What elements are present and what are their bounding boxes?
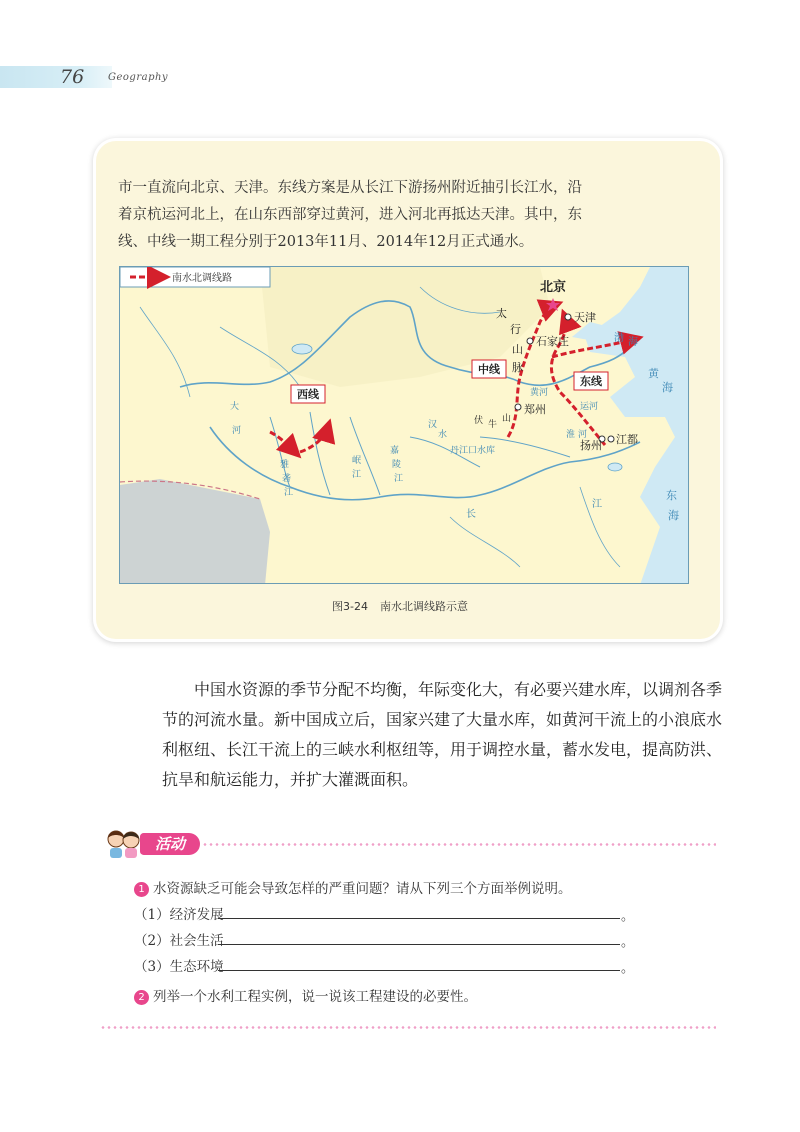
taihang-char: 行 xyxy=(510,323,521,336)
han-char: 汉 xyxy=(428,420,438,430)
huai-char: 河 xyxy=(578,430,588,440)
city-tianjin: 天津 xyxy=(574,311,596,324)
header-band xyxy=(0,66,112,88)
item-ecology: （3）生态环境 xyxy=(134,959,224,975)
yalong-char: 江 xyxy=(284,488,294,498)
water-diversion-map xyxy=(119,266,689,584)
jialing-char: 江 xyxy=(394,474,404,484)
answer-line-economy[interactable] xyxy=(218,918,620,919)
yalong-char: 雅 xyxy=(280,460,290,470)
tongtian-char: 河 xyxy=(232,426,242,436)
min-char: 江 xyxy=(352,470,362,480)
city-shijiazhuang: 石家庄 xyxy=(536,335,569,348)
body-paragraph-text: 中国水资源的季节分配不均衡，年际变化大，有必要兴建水库，以调剂各季节的河流水量。新中国成立后，国家兴建了大量水库，如黄河干流上的小浪底水利枢纽、长江干流上的三峡水利枢纽等，用于调控水量，蓄水发电，提高防洪、抗旱和航运能力，并扩大灌溉面积。 xyxy=(162,680,723,789)
answer-line-ecology[interactable] xyxy=(218,970,620,971)
donghai-char: 海 xyxy=(668,509,679,522)
taihang-char: 脉 xyxy=(512,361,523,374)
jialing-char: 陵 xyxy=(392,460,402,470)
bohai-char: 海 xyxy=(628,337,638,348)
body-paragraph xyxy=(162,675,722,795)
route-label-west: 西线 xyxy=(297,388,319,401)
jialing-char: 嘉 xyxy=(390,446,400,456)
funiu-char: 牛 xyxy=(488,420,498,430)
end-mark: 。 xyxy=(621,909,635,924)
answer-line-society[interactable] xyxy=(218,944,620,945)
taihang-char: 山 xyxy=(512,343,523,356)
end-mark: 。 xyxy=(621,935,635,950)
question-number: 2 xyxy=(134,990,149,1005)
page-number: 76 xyxy=(60,66,85,88)
subject-label: Geography xyxy=(108,72,169,83)
city-beijing: 北京 xyxy=(540,280,567,295)
yellow-river-label: 黄河 xyxy=(530,388,549,398)
figure-title: 南水北调线路示意 xyxy=(379,600,468,613)
han-char: 水 xyxy=(438,430,448,440)
tongtian-char: 大 xyxy=(230,402,240,412)
city-jiangdu: 江都 xyxy=(616,433,638,446)
item-society: （2）社会生活 xyxy=(134,933,224,949)
yalong-char: 砻 xyxy=(282,474,292,484)
min-char: 岷 xyxy=(352,456,362,466)
taihang-char: 太 xyxy=(496,307,507,320)
city-yangzhou: 扬州 xyxy=(580,439,602,452)
question-text: 列举一个水利工程实例，说一说该工程建设的必要性。 xyxy=(153,989,477,1005)
end-mark: 。 xyxy=(621,961,635,976)
dotted-divider xyxy=(202,843,716,846)
funiu-char: 伏 xyxy=(474,416,484,426)
huai-char: 淮 xyxy=(566,430,576,440)
question-1 xyxy=(134,877,572,897)
question-text: 水资源缺乏可能会导致怎样的严重问题？请从下列三个方面举例说明。 xyxy=(153,881,572,897)
panel-line: 市一直流向北京、天津。东线方案是从长江下游扬州附近抽引长江水，沿 xyxy=(118,180,582,196)
donghai-char: 东 xyxy=(666,489,677,502)
activity-label: 活动 xyxy=(140,833,200,855)
map-legend-text: 南水北调线路 xyxy=(172,273,232,284)
route-label-middle: 中线 xyxy=(478,363,500,376)
danjiangkou-label: 丹江口水库 xyxy=(450,446,496,456)
panel-text xyxy=(118,175,700,256)
canal-label: 运河 xyxy=(580,402,599,412)
question-number: 1 xyxy=(134,882,149,897)
figure-caption xyxy=(0,598,800,614)
dotted-divider xyxy=(100,1026,716,1029)
bohai-char: 渤 xyxy=(614,333,624,344)
figure-number: 图3-24 xyxy=(332,600,368,613)
panel-line: 着京杭运河北上，在山东西部穿过黄河，进入河北再抵达天津。其中，东 xyxy=(118,207,582,223)
kids-icon xyxy=(104,826,144,860)
route-label-east: 东线 xyxy=(580,375,602,388)
map-svg xyxy=(120,267,689,584)
yangtze-char: 江 xyxy=(592,499,602,510)
funiu-char: 山 xyxy=(502,414,512,424)
question-2 xyxy=(134,985,477,1005)
yangtze-char: 长 xyxy=(466,509,476,520)
huanghai-char: 黄 xyxy=(648,367,659,380)
panel-line: 线、中线一期工程分别于2013年11月、2014年12月正式通水。 xyxy=(118,234,534,250)
item-economy: （1）经济发展 xyxy=(134,907,224,923)
city-zhengzhou: 郑州 xyxy=(524,403,546,416)
huanghai-char: 海 xyxy=(662,381,673,394)
